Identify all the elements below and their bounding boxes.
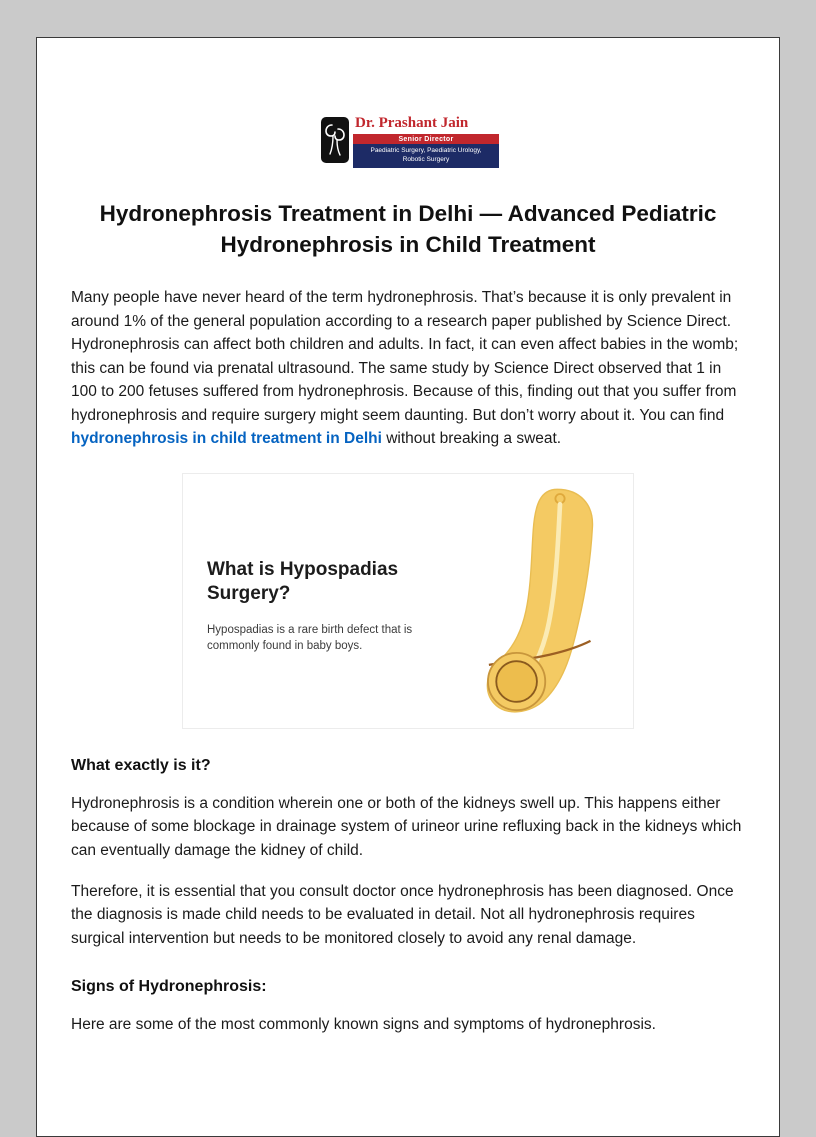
figure-illustration-area — [439, 474, 633, 728]
logo-text-block — [353, 112, 499, 168]
specialties-line-2: Robotic Surgery — [402, 155, 450, 163]
intro-text-before-link: Many people have never heard of the term hydronephrosis. That’s because it is only prevalent in around 1% of the general population according to a research paper published by Science Direct. Hydronephrosis can affect both children and adults. In fact, it can even affect babies in the womb; this can be found via prenatal ultrasound. The same study by Science Direct observed that 1 in 100 to 200 fetuses suffered from hydronephrosis. Because of this, finding out that you suffer from hydronephrosis and require surgery might seem daunting. But don’t worry about it. You can find — [71, 289, 739, 424]
section-heading-what-exactly: What exactly is it? — [71, 756, 211, 774]
doctor-role: Senior Director — [353, 134, 499, 144]
section2-paragraph-1: Here are some of the most commonly known signs and symptoms of hydronephrosis. — [71, 1016, 656, 1034]
clinic-logo — [317, 112, 499, 168]
specialties-line-1: Paediatric Surgery, Paediatric Urology, — [370, 147, 482, 154]
treatment-in-delhi-link[interactable]: hydronephrosis in child treatment in Delhi — [71, 430, 382, 448]
hypospadias-figure — [182, 473, 634, 729]
section1-paragraph-1: Hydronephrosis is a condition wherein one or both of the kidneys swell up. This happens either because of some blockage in drainage system of urineor urine refluxing back in the kidneys which can eventually damage the kidney of child. — [71, 794, 742, 860]
figure-caption: Hypospadias is a rare birth defect that is commonly found in baby boys. — [207, 624, 413, 652]
intro-text-after-link: without breaking a sweat. — [381, 430, 562, 448]
intro-paragraph — [71, 286, 745, 451]
kidney-icon — [324, 121, 346, 159]
kidney-logo-icon — [317, 112, 353, 168]
figure-text-block — [183, 474, 439, 728]
hypospadias-illustration — [439, 478, 633, 728]
doctor-name: Dr. Prashant Jain — [355, 115, 469, 131]
page-title: Hydronephrosis Treatment in Delhi — Advanced Pediatric Hydronephrosis in Child Treatment — [99, 201, 717, 258]
section1-paragraph-2: Therefore, it is essential that you consult doctor once hydronephrosis has been diagnosed. Once the diagnosis is made child needs to be evaluated in detail. Not all hydronephrosis requires surgical intervention but needs to be monitored closely to avoid any renal damage. — [71, 882, 734, 947]
figure-title: What is Hypospadias Surgery? — [207, 558, 399, 604]
section-heading-signs: Signs of Hydronephrosis: — [71, 978, 267, 996]
document-page — [36, 37, 780, 1137]
doctor-specialties — [353, 144, 499, 168]
